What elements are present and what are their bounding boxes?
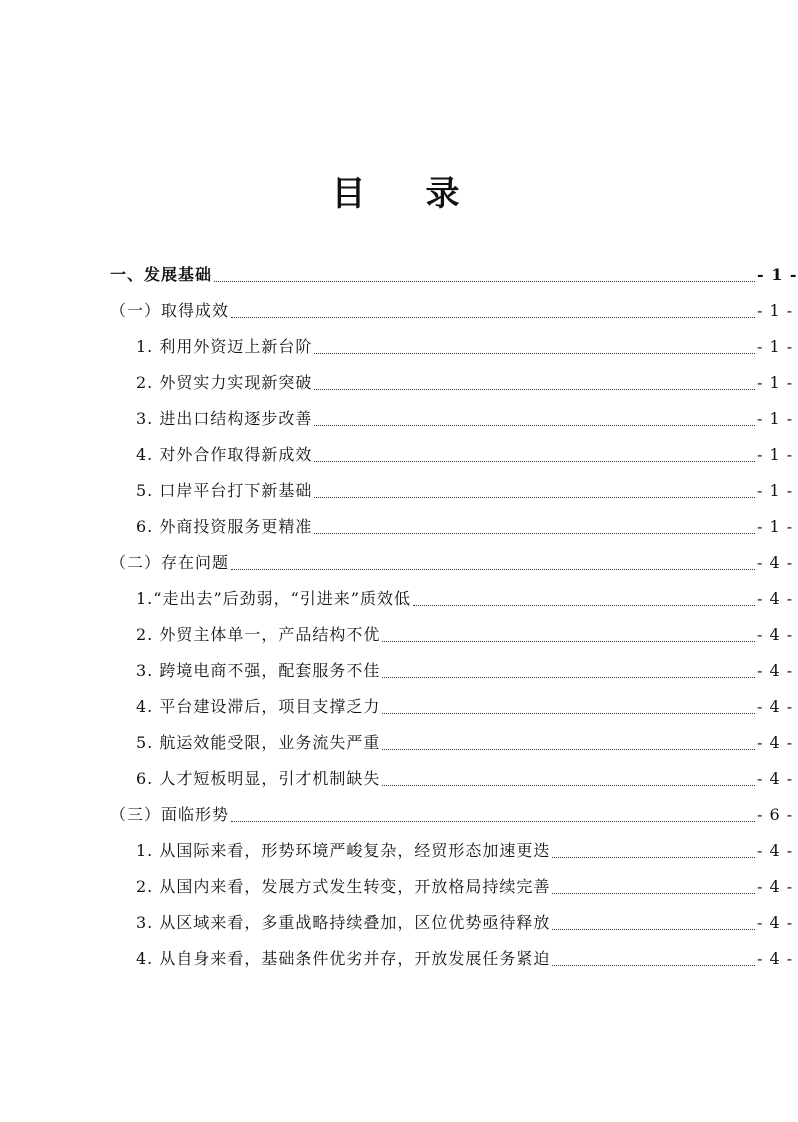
toc-page-number: - 1 - <box>757 337 794 356</box>
toc-dot-leader <box>231 569 755 570</box>
toc-entry-title: 1. 从国际来看，形势环境严峻复杂，经贸形态加速更迭 <box>136 841 551 860</box>
page-title <box>0 170 793 218</box>
toc-dot-leader <box>314 425 755 426</box>
toc-entry[interactable] <box>0 545 793 581</box>
toc-page-number: - 1 - <box>757 481 794 500</box>
toc-entry[interactable] <box>0 689 793 725</box>
toc-entry-title: 5. 口岸平台打下新基础 <box>136 481 313 500</box>
toc-entry-title: 6. 人才短板明显，引才机制缺失 <box>136 769 381 788</box>
toc-entry[interactable] <box>0 437 793 473</box>
toc-page-number: - 1 - <box>757 409 794 428</box>
toc-entry-title: 一、发展基础 <box>110 265 213 284</box>
toc-entry[interactable] <box>0 761 793 797</box>
toc-page-number: - 1 - <box>757 445 794 464</box>
toc-entry[interactable] <box>0 293 793 329</box>
toc-dot-leader <box>413 605 755 606</box>
toc-page-number: - 4 - <box>757 913 794 932</box>
toc-entry-title: 1.“走出去”后劲弱，“引进来”质效低 <box>136 589 411 608</box>
toc-entry-title: （一）取得成效 <box>110 301 230 320</box>
page-title-char-1: 目 <box>331 174 368 214</box>
toc-entry[interactable] <box>0 473 793 509</box>
toc-dot-leader <box>231 317 755 318</box>
toc-page-number: - 4 - <box>757 841 794 860</box>
toc-page-number: - 1 - <box>757 373 794 392</box>
toc-page-number: - 4 - <box>757 697 794 716</box>
toc-page-number: - 6 - <box>757 805 794 824</box>
toc-entry[interactable] <box>0 401 793 437</box>
toc-entry-title: 5. 航运效能受限，业务流失严重 <box>136 733 381 752</box>
toc-entry-title: （三）面临形势 <box>110 805 230 824</box>
toc-entry-title: 4. 对外合作取得新成效 <box>136 445 313 464</box>
toc-entry-title: 2. 从国内来看，发展方式发生转变，开放格局持续完善 <box>136 877 551 896</box>
toc-page-number: - 4 - <box>757 769 794 788</box>
toc-dot-leader <box>214 281 755 282</box>
toc-page-number: - 4 - <box>757 553 794 572</box>
toc-dot-leader <box>552 893 755 894</box>
toc-entry-title: 2. 外贸实力实现新突破 <box>136 373 313 392</box>
toc-entry[interactable] <box>0 257 798 293</box>
toc-dot-leader <box>552 965 755 966</box>
toc-dot-leader <box>314 497 755 498</box>
toc-entry-title: 4. 平台建设滞后，项目支撑乏力 <box>136 697 381 716</box>
toc-entry-title: 3. 跨境电商不强，配套服务不佳 <box>136 661 381 680</box>
page-title-char-2: 录 <box>425 174 462 214</box>
toc-entry[interactable] <box>0 509 793 545</box>
toc-dot-leader <box>382 785 755 786</box>
toc-dot-leader <box>314 389 755 390</box>
toc-entry[interactable] <box>0 329 793 365</box>
toc-entry[interactable] <box>0 797 793 833</box>
toc-entry[interactable] <box>0 941 793 977</box>
toc-entry-title: 3. 从区域来看，多重战略持续叠加，区位优势亟待释放 <box>136 913 551 932</box>
toc-dot-leader <box>231 821 755 822</box>
toc-entry-title: 3. 进出口结构逐步改善 <box>136 409 313 428</box>
toc-entry[interactable] <box>0 725 793 761</box>
toc-page-number: - 4 - <box>757 949 794 968</box>
toc-dot-leader <box>314 353 755 354</box>
toc-page-number: - 4 - <box>757 661 794 680</box>
toc-dot-leader <box>382 749 755 750</box>
toc-entry-title: 1. 利用外资迈上新台阶 <box>136 337 313 356</box>
toc-entry[interactable] <box>0 833 793 869</box>
toc-entry-title: 6. 外商投资服务更精准 <box>136 517 313 536</box>
toc-dot-leader <box>382 713 755 714</box>
toc-entry[interactable] <box>0 617 793 653</box>
toc-page-number: - 1 - <box>757 301 794 320</box>
toc-entry-title: 4. 从自身来看，基础条件优劣并存，开放发展任务紧迫 <box>136 949 551 968</box>
toc-page-number: - 1 - <box>757 517 794 536</box>
toc-dot-leader <box>552 929 755 930</box>
toc-dot-leader <box>552 857 755 858</box>
toc-dot-leader <box>314 533 755 534</box>
toc-entry[interactable] <box>0 905 793 941</box>
toc-page-number: - 4 - <box>757 589 794 608</box>
toc-entry-title: （二）存在问题 <box>110 553 230 572</box>
toc-entry[interactable] <box>0 653 793 689</box>
toc-page-number: - 4 - <box>757 877 794 896</box>
toc-entry[interactable] <box>0 365 793 401</box>
toc-dot-leader <box>382 677 755 678</box>
toc-entry[interactable] <box>0 869 793 905</box>
toc-dot-leader <box>382 641 755 642</box>
toc-dot-leader <box>314 461 755 462</box>
toc-entry[interactable] <box>0 581 793 617</box>
toc-page-number: - 4 - <box>757 733 794 752</box>
toc-page-number: - 4 - <box>757 625 794 644</box>
toc-page-number: - 1 - <box>757 265 798 284</box>
toc-entry-title: 2. 外贸主体单一，产品结构不优 <box>136 625 381 644</box>
